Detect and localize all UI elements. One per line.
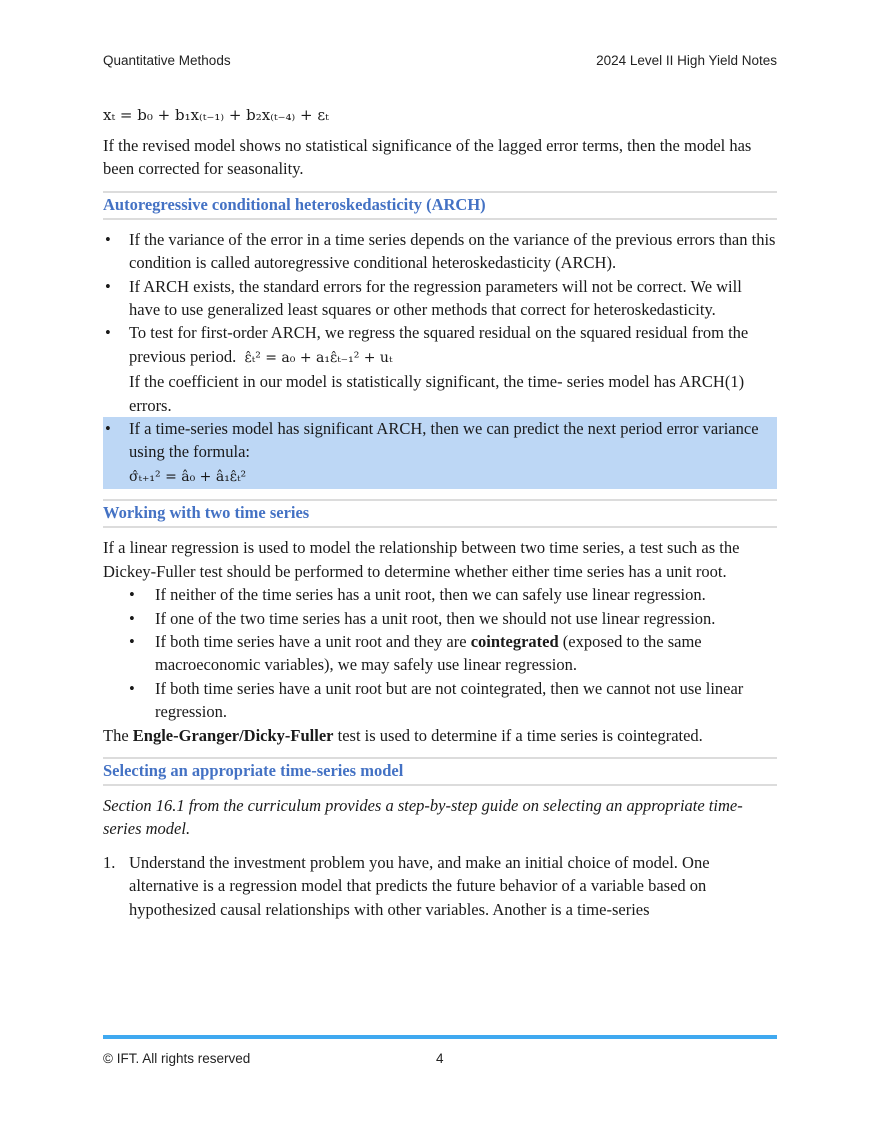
footer-copyright: © IFT. All rights reserved xyxy=(103,1051,251,1066)
arch-variance-forecast-equation: σ̂ₜ₊₁² = â₀ + â₁ε̂ₜ² xyxy=(129,468,247,485)
cointegration-test-sentence xyxy=(103,724,777,747)
arch-bullet-4-text: If a time-series model has significant ARCH, then we can predict the next period error variance using the formula: xyxy=(129,419,759,462)
running-header-left: Quantitative Methods xyxy=(103,53,231,68)
page-body xyxy=(103,102,777,921)
arch-bullet-2-text: If ARCH exists, the standard errors for the regression parameters will not be correct. We will have to use generalized least squares or other methods that correct for heteroskedasticity. xyxy=(129,276,742,320)
closing-post: test is used to determine if a time series is cointegrated. xyxy=(333,725,703,745)
step-text-1: Understand the investment problem you have, and make an initial choice of model. One alternative is a regression model that predicts the future behavior of a variable based on hypothesized causal relationships with other variables. Another is a time-series xyxy=(129,852,710,919)
running-header-right: 2024 Level II High Yield Notes xyxy=(596,53,777,68)
intro-paragraph: If the revised model shows no statistical significance of the lagged error terms, then the model has been corrected for seasonality. xyxy=(103,136,752,179)
arch-test-equation: ε̂ₜ² = a₀ + a₁ε̂ₜ₋₁² + uₜ xyxy=(244,349,393,366)
two-series-bullet-3 xyxy=(103,630,777,677)
curriculum-note: Section 16.1 from the curriculum provides a step-by-step guide on selecting an appropriate time-series model. xyxy=(103,795,743,839)
arch-bullet-3-text: To test for first-order ARCH, we regress the squared residual on the squared residual from the previous period. xyxy=(129,323,749,366)
two-series-bullet-1-text: If neither of the time series has a unit root, then we can safely use linear regression. xyxy=(155,585,706,605)
two-series-bullet-2 xyxy=(103,607,777,630)
cointegrated-term: cointegrated xyxy=(470,631,559,651)
arch-bullet-1 xyxy=(103,228,777,275)
section-heading-two-time-series: Working with two time series xyxy=(103,499,777,528)
two-series-bullet-4 xyxy=(103,677,777,724)
model-selection-steps xyxy=(103,851,777,921)
two-series-bullet-2-text: If one of the two time series has a unit root, then we should not use linear regression. xyxy=(155,608,716,628)
two-series-bullet-list xyxy=(103,583,777,723)
footer-rule xyxy=(103,1035,777,1039)
two-series-bullet-1 xyxy=(103,583,777,606)
two-series-bullet-3-pre: If both time series have a unit root and they are xyxy=(155,631,471,651)
arch-bullet-2 xyxy=(103,275,777,322)
two-series-paragraph: If a linear regression is used to model the relationship between two time series, a test such as the Dickey-Fuller test should be performed to determine whether either time series has a unit root. xyxy=(103,538,740,581)
section-heading-arch: Autoregressive conditional heteroskedasticity (ARCH) xyxy=(103,191,777,220)
step-number-1: 1. xyxy=(103,852,116,872)
arch-bullet-3 xyxy=(103,321,777,417)
arch-bullet-list xyxy=(103,228,777,489)
closing-pre: The xyxy=(103,725,133,745)
arch-bullet-1-text: If the variance of the error in a time series depends on the variance of the previous errors than this condition is called autoregressive conditional heteroskedasticity (ARCH). xyxy=(129,229,776,273)
step-item-1 xyxy=(103,851,777,921)
page-number: 4 xyxy=(436,1051,444,1066)
engle-granger-term: Engle-Granger/Dicky-Fuller xyxy=(132,725,334,745)
two-series-bullet-4-text: If both time series have a unit root but are not cointegrated, then we cannot not use linear regression. xyxy=(155,678,744,722)
seasonal-model-formula: xₜ = b₀ + b₁x₍ₜ₋₁₎ + b₂x₍ₜ₋₄₎ + εₜ xyxy=(103,106,329,124)
section-heading-selecting-model: Selecting an appropriate time-series model xyxy=(103,757,777,786)
arch-bullet-3-followup: If the coefficient in our model is statistically significant, the time- series model has ARCH(1) errors. xyxy=(129,372,745,415)
arch-bullet-4-highlighted xyxy=(103,417,777,489)
two-series-bullet-3-post: (exposed to the same macroeconomic variables), we may safely use linear regression. xyxy=(155,631,702,675)
